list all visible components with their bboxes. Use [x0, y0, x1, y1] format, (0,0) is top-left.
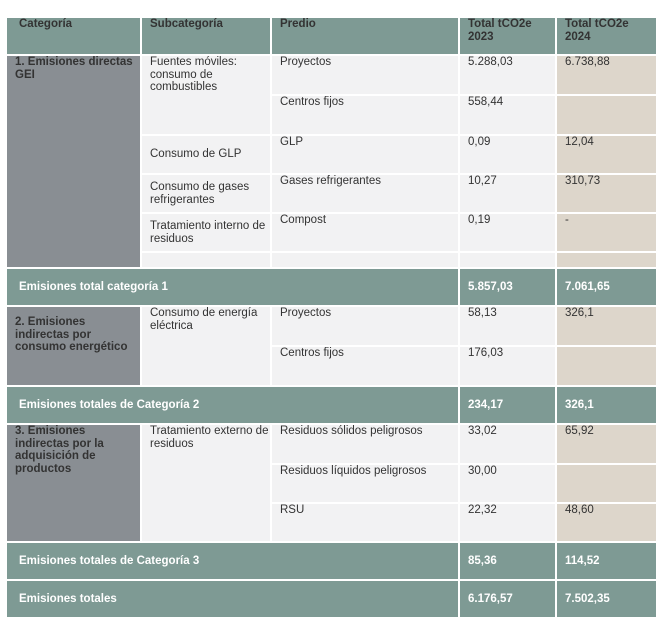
subcategory-gases: Consumo de gases refrigerantes — [141, 174, 271, 213]
grand-total-2024: 7.502,35 — [556, 580, 657, 618]
value-2024-empty — [556, 95, 657, 135]
predio-cell: Residuos líquidos peligrosos — [271, 464, 459, 503]
value-2023: 558,44 — [459, 95, 556, 135]
total-row-category-1 — [6, 268, 657, 306]
value-2024-empty — [556, 346, 657, 386]
total-2024: 7.061,65 — [556, 268, 657, 306]
predio-cell: Proyectos — [271, 55, 459, 95]
total-2023: 85,36 — [459, 542, 556, 580]
category-1-label: 1. Emisiones directas GEI — [6, 55, 141, 268]
total-label: Emisiones totales de Categoría 3 — [6, 542, 459, 580]
value-2024: - — [556, 213, 657, 252]
total-2023: 234,17 — [459, 386, 556, 424]
predio-cell: Residuos sólidos peligrosos — [271, 424, 459, 464]
value-2023: 176,03 — [459, 346, 556, 386]
header-predio: Predio — [271, 17, 459, 55]
table-row — [6, 55, 657, 95]
value-2024: 65,92 — [556, 424, 657, 464]
total-2024: 326,1 — [556, 386, 657, 424]
header-subcategoria: Subcategoría — [141, 17, 271, 55]
value-2024-empty — [556, 464, 657, 503]
value-2023: 22,32 — [459, 503, 556, 542]
total-label: Emisiones total categoría 1 — [6, 268, 459, 306]
grand-total-2023: 6.176,57 — [459, 580, 556, 618]
category-2-label: 2. Emisiones indirectas por consumo energético — [6, 306, 141, 386]
value-2024: 326,1 — [556, 306, 657, 346]
value-2023: 5.288,03 — [459, 55, 556, 95]
predio-cell: RSU — [271, 503, 459, 542]
value-2023: 0,09 — [459, 135, 556, 174]
table-row — [6, 424, 657, 464]
subcategory-glp: Consumo de GLP — [141, 135, 271, 174]
value-2024: 48,60 — [556, 503, 657, 542]
value-2024: 12,04 — [556, 135, 657, 174]
value-2024: 6.738,88 — [556, 55, 657, 95]
total-2024: 114,52 — [556, 542, 657, 580]
total-label: Emisiones totales de Categoría 2 — [6, 386, 459, 424]
value-2023: 30,00 — [459, 464, 556, 503]
header-total-2024: Total tCO2e 2024 — [556, 17, 657, 55]
value-2023: 33,02 — [459, 424, 556, 464]
total-2023: 5.857,03 — [459, 268, 556, 306]
header-categoria: Categoría — [6, 17, 141, 55]
subcategory-tratamiento-externo: Tratamiento externo de residuos — [141, 424, 271, 542]
predio-cell: Proyectos — [271, 306, 459, 346]
predio-cell: Compost — [271, 213, 459, 252]
header-total-2023: Total tCO2e 2023 — [459, 17, 556, 55]
table-row — [6, 306, 657, 346]
emissions-table — [5, 16, 658, 619]
subcategory-residuos-internos: Tratamiento interno de residuos — [141, 213, 271, 252]
total-row-category-2 — [6, 386, 657, 424]
value-2023: 58,13 — [459, 306, 556, 346]
value-2023: 10,27 — [459, 174, 556, 213]
predio-cell: Centros fijos — [271, 95, 459, 135]
category-3-label: 3. Emisiones indirectas por la adquisición de productos — [6, 424, 141, 542]
grand-total-label: Emisiones totales — [6, 580, 459, 618]
predio-cell: Gases refrigerantes — [271, 174, 459, 213]
predio-cell: Centros fijos — [271, 346, 459, 386]
total-row-category-3 — [6, 542, 657, 580]
subcategory-fuentes-moviles: Fuentes móviles: consumo de combustibles — [141, 55, 271, 135]
value-2023: 0,19 — [459, 213, 556, 252]
value-2024: 310,73 — [556, 174, 657, 213]
predio-cell: GLP — [271, 135, 459, 174]
grand-total-row — [6, 580, 657, 618]
subcategory-energia: Consumo de energía eléctrica — [141, 306, 271, 386]
header-row — [6, 17, 657, 55]
